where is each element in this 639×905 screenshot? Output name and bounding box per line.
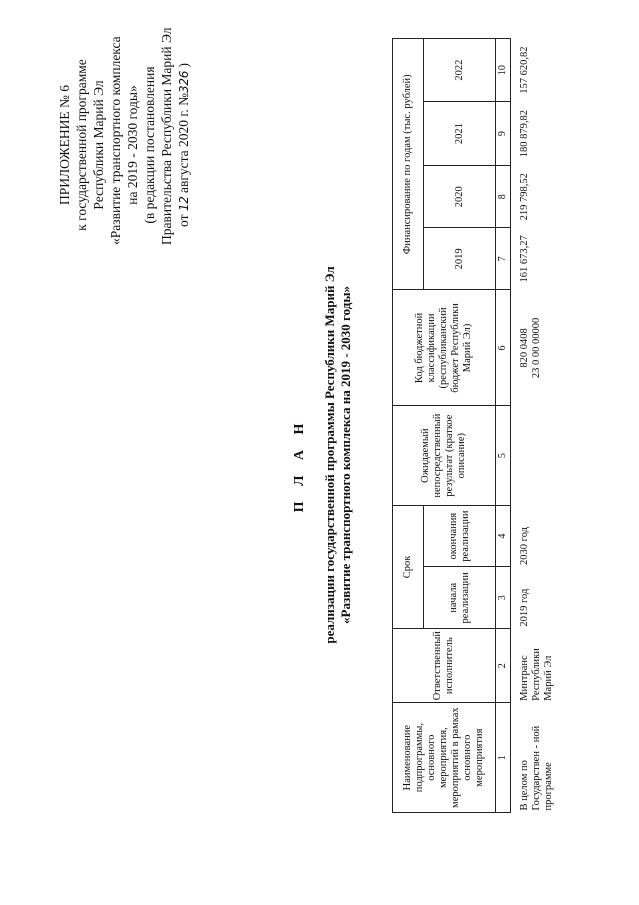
header-term: Срок [393, 505, 424, 628]
header-executor: Ответственный исполнитель [393, 629, 496, 703]
appendix-line: Правительства Республики Марий Эл [159, 27, 174, 245]
plan-subtitle-line: «Развитие транспортного комплекса на 2019 - 2030 годы» [338, 286, 353, 624]
plan-subtitle [322, 245, 354, 665]
appendix-note [56, 27, 193, 245]
plan-subtitle-line: реализации государственной программы Республики Марий Эл [322, 266, 337, 644]
row-result [511, 406, 557, 505]
header-name: Наименование подпрограммы, основного мероприятия, мероприятий в рамках основного мероприятия [393, 703, 496, 813]
row-value-2020: 219 798,52 [511, 166, 557, 228]
plan-heading: П Л А Н [292, 417, 307, 513]
document-number: 326 [177, 70, 191, 93]
appendix-date-line [175, 45, 193, 245]
column-number: 3 [496, 567, 511, 629]
date-suffix: ) [176, 63, 191, 68]
header-financing: Финансирование по годам (тыс. рублей) [393, 39, 424, 290]
header-start: начала реализации [424, 567, 496, 629]
budget-code-part: 23 0 00 00000 [531, 317, 542, 379]
row-executor: Минтранс Республики Марий Эл [511, 629, 557, 703]
row-budget-code [511, 290, 557, 406]
appendix-title: ПРИЛОЖЕНИЕ № 6 [57, 84, 72, 206]
date-month-year: августа 2020 г. № [176, 92, 191, 194]
header-end: окончания реализации [424, 505, 496, 567]
row-value-2021: 180 879,82 [511, 102, 557, 166]
header-year-2019: 2019 [424, 228, 496, 290]
budget-code-part: 820 0408 [519, 328, 530, 368]
header-budget-code: Код бюджетной классификации (республиканский бюджет Республики Марий Эл) [393, 290, 496, 406]
column-number: 4 [496, 505, 511, 567]
column-number: 8 [496, 166, 511, 228]
column-number: 7 [496, 228, 511, 290]
column-number: 5 [496, 406, 511, 505]
column-number: 6 [496, 290, 511, 406]
column-number: 1 [496, 703, 511, 813]
table-header-row [393, 39, 424, 813]
row-start: 2019 год [511, 567, 557, 629]
header-year-2021: 2021 [424, 102, 496, 166]
row-end: 2030 год [511, 505, 557, 567]
appendix-line: (в редакции постановления [142, 66, 157, 224]
column-number: 9 [496, 102, 511, 166]
row-value-2022: 157 620,82 [511, 39, 557, 102]
appendix-line: «Развитие транспортного комплекса [108, 36, 123, 245]
date-prefix: от [176, 214, 191, 227]
appendix-line: к государственной программе [74, 59, 89, 231]
column-number-row [496, 39, 511, 813]
column-number: 2 [496, 629, 511, 703]
header-year-2022: 2022 [424, 39, 496, 102]
table-row [511, 39, 557, 813]
column-number: 10 [496, 39, 511, 102]
header-year-2020: 2020 [424, 166, 496, 228]
header-result: Ожидаемый непосредственный результат (краткое описание) [393, 406, 496, 505]
appendix-line: Республики Марий Эл [91, 80, 106, 210]
row-value-2019: 161 673,27 [511, 228, 557, 290]
plan-table [392, 38, 556, 813]
appendix-line: на 2019 - 2030 годы» [125, 85, 140, 205]
row-name: В целом по Государствен - ной программе [511, 703, 557, 813]
date-day: 12 [177, 196, 191, 212]
